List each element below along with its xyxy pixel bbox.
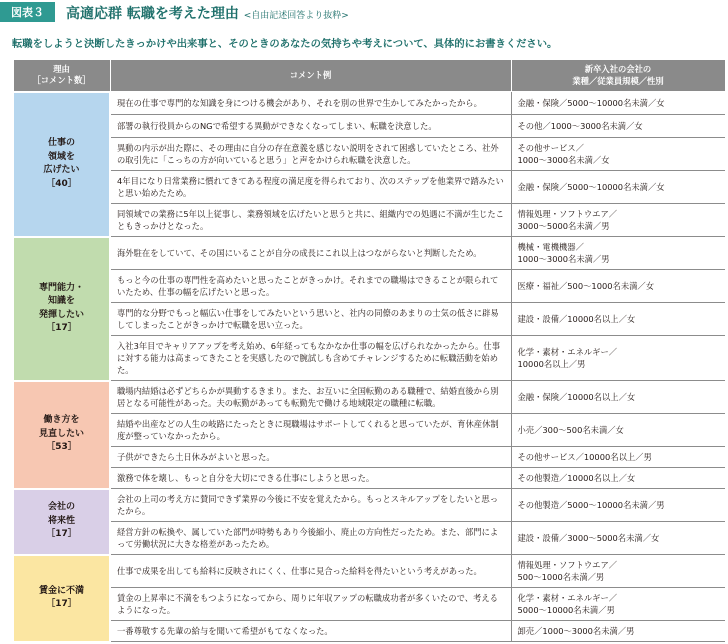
reason-label: 専門能力・ 知識を 発揮したい xyxy=(38,282,84,320)
reason-label: 仕事の 領域を 広げたい xyxy=(43,138,80,175)
header-comment: コメント例 xyxy=(110,60,511,92)
reason-label: 働き方を 見直したい xyxy=(38,415,84,439)
comment-cell: 異動の内示が出た際に、その理由に自分の存在意義を感じない説明をされて困惑していたところ、社外の取引先に「こっちの方が向いていると思う」と声をかけられ転職を決意した。 xyxy=(110,138,511,171)
table-row xyxy=(13,447,725,468)
profile-cell: 卸売／1000〜3000名未満／男 xyxy=(511,621,725,642)
reason-label: 賃金に不満 xyxy=(38,585,84,596)
comment-cell: 子供ができたら土日休みがよいと思った。 xyxy=(110,447,511,468)
table-row xyxy=(13,621,725,642)
table-body xyxy=(13,92,725,642)
comment-count: ［17］ xyxy=(46,323,77,333)
figure-header xyxy=(0,0,728,26)
table-row xyxy=(13,115,725,138)
profile-cell: 金融・保険／5000〜10000名未満／女 xyxy=(511,171,725,204)
comment-cell: 結婚や出産などの人生の岐路にたったときに現職場はサポートしてくれると思っていたが、育休産休制度が整っていなかったから。 xyxy=(110,414,511,447)
table-row xyxy=(13,555,725,588)
comment-count: ［17］ xyxy=(46,529,77,540)
profile-cell: 建設・設備／3000〜5000名未満／女 xyxy=(511,522,725,555)
table-row xyxy=(13,522,725,555)
reason-category-cell xyxy=(13,381,110,489)
reason-label: 会社の 将来性 xyxy=(47,502,75,526)
comment-cell: 入社3年目でキャリアアップを考え始め、6年経ってもなかなか仕事の幅を広げられなかったから。仕事に対する能力は高まってきたことを実感したので腕試しも含めてチャレンジするために転職活動を始めた。 xyxy=(110,336,511,381)
comment-count: ［17］ xyxy=(46,599,77,609)
profile-cell: 情報処理・ソフトウエア／ 500〜1000名未満／男 xyxy=(511,555,725,588)
table-header-row xyxy=(13,60,725,92)
header-reason: 理由 ［コメント数］ xyxy=(13,60,110,92)
table-row xyxy=(13,588,725,621)
profile-cell: その他サービス／ 1000〜3000名未満／女 xyxy=(511,138,725,171)
comment-cell: 経営方針の転換や、属していた部門が時勢もあり今後縮小、廃止の方向性だったため。また、部門によって労働状況に大きな格差があったため。 xyxy=(110,522,511,555)
profile-cell: その他製造／5000〜10000名未満／男 xyxy=(511,489,725,522)
table-row xyxy=(13,414,725,447)
profile-cell: 化学・素材・エネルギー／ 5000〜10000名未満／男 xyxy=(511,588,725,621)
table-row xyxy=(13,171,725,204)
comment-cell: 海外駐在をしていて、その国にいることが自分の成長にこれ以上はつながらないと判断したため。 xyxy=(110,237,511,270)
comment-cell: 同領域での業務に5年以上従事し、業務領域を広げたいと思うと共に、組織内での処遇に不満が生じたこともきっかけとなった。 xyxy=(110,204,511,237)
reason-category-cell xyxy=(13,237,110,381)
comment-count: ［40］ xyxy=(46,178,77,189)
table-row xyxy=(13,303,725,336)
profile-cell: 金融・保険／5000〜10000名未満／女 xyxy=(511,92,725,115)
profile-cell: その他製造／10000名以上／女 xyxy=(511,468,725,489)
reason-category-cell xyxy=(13,92,110,237)
profile-cell: 建設・設備／10000名以上／女 xyxy=(511,303,725,336)
table-row xyxy=(13,270,725,303)
profile-cell: 小売／300〜500名未満／女 xyxy=(511,414,725,447)
comment-cell: 部署の執行役員からのNGで希望する異動ができなくなってしまい、転職を決意した。 xyxy=(110,115,511,138)
figure-title-text: 高適応群 転職を考えた理由 xyxy=(66,6,239,22)
survey-question: 転職をしようと決断したきっかけや出来事と、そのときのあなたの気持ちや考えについて、具体的にお書きください。 xyxy=(12,38,558,50)
table-row xyxy=(13,381,725,414)
comment-cell: 専門的な分野でもっと幅広い仕事をしてみたいという思いと、社内の同僚のあまりの士気の低さに辟易してしまったことがきっかけで転職を思い立った。 xyxy=(110,303,511,336)
table-row xyxy=(13,336,725,381)
comment-cell: 賃金の上昇率に不満をもつようになってから、周りに年収アップの転職成功者が多くいたので、考えるようになった。 xyxy=(110,588,511,621)
figure-title xyxy=(66,3,349,23)
table-row xyxy=(13,489,725,522)
reason-category-cell xyxy=(13,489,110,555)
profile-cell: その他サービス／10000名以上／男 xyxy=(511,447,725,468)
comment-cell: 激務で体を壊し、もっと自分を大切にできる仕事にしようと思った。 xyxy=(110,468,511,489)
profile-cell: その他／1000〜3000名未満／女 xyxy=(511,115,725,138)
profile-cell: 医療・福祉／500〜1000名未満／女 xyxy=(511,270,725,303)
table-row xyxy=(13,92,725,115)
comment-cell: 一番尊敬する先輩の給与を聞いて希望がもてなくなった。 xyxy=(110,621,511,642)
comment-cell: 4年目になり日常業務に慣れてきてある程度の満足度を得られており、次のステップを他業界で踏みたいと思い始めたため。 xyxy=(110,171,511,204)
profile-cell: 金融・保険／10000名以上／女 xyxy=(511,381,725,414)
comment-count: ［53］ xyxy=(46,442,77,453)
comment-cell: もっと今の仕事の専門性を高めたいと思ったことがきっかけ。それまでの職場はできることが限られていたため、仕事の幅を広げたいと思った。 xyxy=(110,270,511,303)
comment-cell: 職場内結婚は必ずどちらかが異動するきまり。また、お互いに全国転勤のある職種で、結婚直後から別居となる可能性があった。夫の転勤があっても転勤先で働ける地域限定の職種に転職。 xyxy=(110,381,511,414)
comment-cell: 現在の仕事で専門的な知識を身につける機会があり、それを別の世界で生かしてみたかったから。 xyxy=(110,92,511,115)
comment-cell: 仕事で成果を出しても給料に反映されにくく、仕事に見合った給料を得たいという考えがあった。 xyxy=(110,555,511,588)
figure-label: 図表３ xyxy=(0,2,55,22)
profile-cell: 化学・素材・エネルギー／ 10000名以上／男 xyxy=(511,336,725,381)
table-row xyxy=(13,468,725,489)
table-row xyxy=(13,237,725,270)
figure-note: <自由記述回答より抜粋> xyxy=(243,11,349,21)
comment-table xyxy=(12,59,726,643)
reason-category-cell xyxy=(13,555,110,642)
table-row xyxy=(13,138,725,171)
table-row xyxy=(13,204,725,237)
comment-cell: 会社の上司の考え方に賛同できず業界の今後に不安を覚えたから。もっとスキルアップをしたいと思ったから。 xyxy=(110,489,511,522)
profile-cell: 情報処理・ソフトウエア／ 3000〜5000名未満／男 xyxy=(511,204,725,237)
header-profile: 新卒入社の会社の 業種／従業員規模／性別 xyxy=(511,60,725,92)
profile-cell: 機械・電機機器／ 1000〜3000名未満／男 xyxy=(511,237,725,270)
